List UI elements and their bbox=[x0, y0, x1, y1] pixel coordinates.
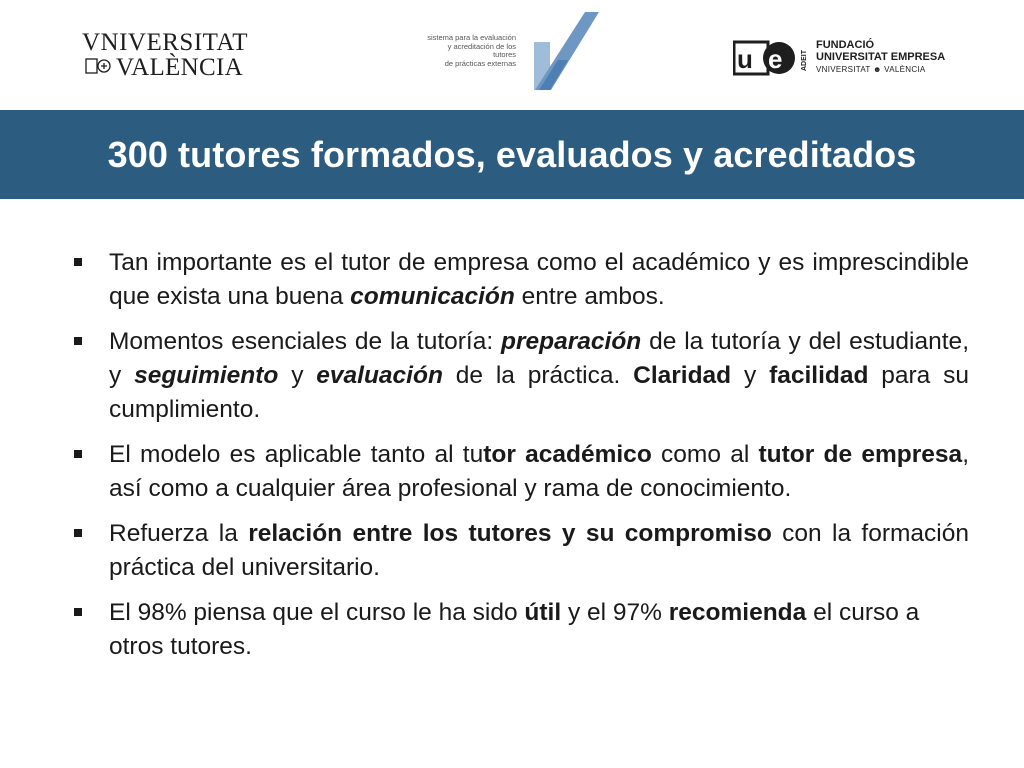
emphasis-text: comunicación bbox=[350, 283, 515, 310]
emphasis-text: evaluación bbox=[316, 362, 443, 389]
body-text: de la práctica. bbox=[442, 362, 634, 389]
uv-logo-line2: VALÈNCIA bbox=[116, 54, 243, 81]
body-text: y el 97% bbox=[561, 599, 669, 626]
body-text: Tan importante es el tutor de empresa como el académico y es imprescindible que exista una buena bbox=[109, 249, 969, 310]
emphasis-text: tutor de empresa bbox=[758, 441, 963, 468]
bullet-item bbox=[70, 246, 969, 314]
body-text: para su cumplimiento. bbox=[109, 362, 970, 423]
bullet-text bbox=[109, 325, 969, 427]
adeit-vertical-label: ADEIT bbox=[801, 50, 808, 71]
body-text: , así como a cualquier área profesional y rama de conocimiento. bbox=[109, 441, 969, 502]
bullet-item bbox=[70, 325, 969, 427]
bullet-square-icon bbox=[74, 258, 82, 266]
body-text: El 98% piensa que el curso le ha sido bbox=[109, 599, 525, 626]
sistema-text-line: sistema para la evaluación bbox=[427, 33, 516, 42]
slide-title: 300 tutores formados, evaluados y acreditados bbox=[107, 133, 917, 175]
emphasis-text: recomienda bbox=[668, 599, 807, 626]
body-text: Momentos esenciales de la tutoría: bbox=[109, 328, 502, 355]
sistema-logo-text bbox=[424, 34, 516, 68]
bullet-text bbox=[109, 438, 969, 506]
bullet-square-icon bbox=[74, 529, 82, 537]
body-text: el curso a otros tutores. bbox=[109, 599, 920, 660]
body-text: con la formación práctica del universitario. bbox=[109, 520, 969, 581]
body-text: y bbox=[731, 362, 770, 389]
emphasis-text: Claridad bbox=[633, 362, 732, 389]
bullet-item bbox=[70, 438, 969, 506]
ue-mark-icon bbox=[733, 38, 797, 76]
emphasis-text: preparación bbox=[501, 328, 642, 355]
emphasis-text: seguimiento bbox=[134, 362, 279, 389]
adeit-line2: UNIVERSITAT EMPRESA bbox=[816, 51, 946, 63]
body-text: entre ambos. bbox=[514, 283, 665, 310]
uv-logo-line1: VNIVERSITAT bbox=[82, 29, 248, 56]
body-text: como al bbox=[651, 441, 759, 468]
bullet-item bbox=[70, 596, 969, 664]
body-text: El modelo es aplicable tanto al tu bbox=[109, 441, 484, 468]
bullet-item bbox=[70, 517, 969, 585]
bullet-text bbox=[109, 246, 969, 314]
bullet-square-icon bbox=[74, 608, 82, 616]
body-text: Refuerza la bbox=[109, 520, 249, 547]
svg-text:e: e bbox=[768, 44, 783, 74]
body-text: y bbox=[278, 362, 317, 389]
emphasis-text: útil bbox=[524, 599, 562, 626]
adeit-line3: VNIVERSITAT ☻ VALÈNCIA bbox=[816, 65, 926, 74]
emphasis-text: relación entre los tutores y su compromiso bbox=[248, 520, 772, 547]
sistema-evaluacion-logo bbox=[418, 8, 608, 100]
adeit-line1: FUNDACIÓ bbox=[816, 39, 875, 51]
emphasis-text: tor académico bbox=[483, 441, 652, 468]
uv-emblem-icon bbox=[86, 59, 110, 73]
fundacio-adeit-logo bbox=[733, 38, 948, 80]
bullet-text bbox=[109, 596, 969, 664]
sistema-text-line: de prácticas externas bbox=[444, 58, 516, 68]
bullet-text bbox=[109, 517, 969, 585]
title-band bbox=[0, 110, 1024, 199]
emphasis-text: facilidad bbox=[769, 362, 869, 389]
body-text: de la tutoría y del estudiante, y bbox=[109, 328, 969, 389]
bullet-square-icon bbox=[74, 337, 82, 345]
svg-text:u: u bbox=[737, 44, 753, 74]
universitat-valencia-logo bbox=[80, 26, 252, 84]
bullet-square-icon bbox=[74, 450, 82, 458]
sistema-text-line: y acreditación de los tutores bbox=[447, 41, 516, 60]
bullet-list bbox=[70, 246, 969, 675]
